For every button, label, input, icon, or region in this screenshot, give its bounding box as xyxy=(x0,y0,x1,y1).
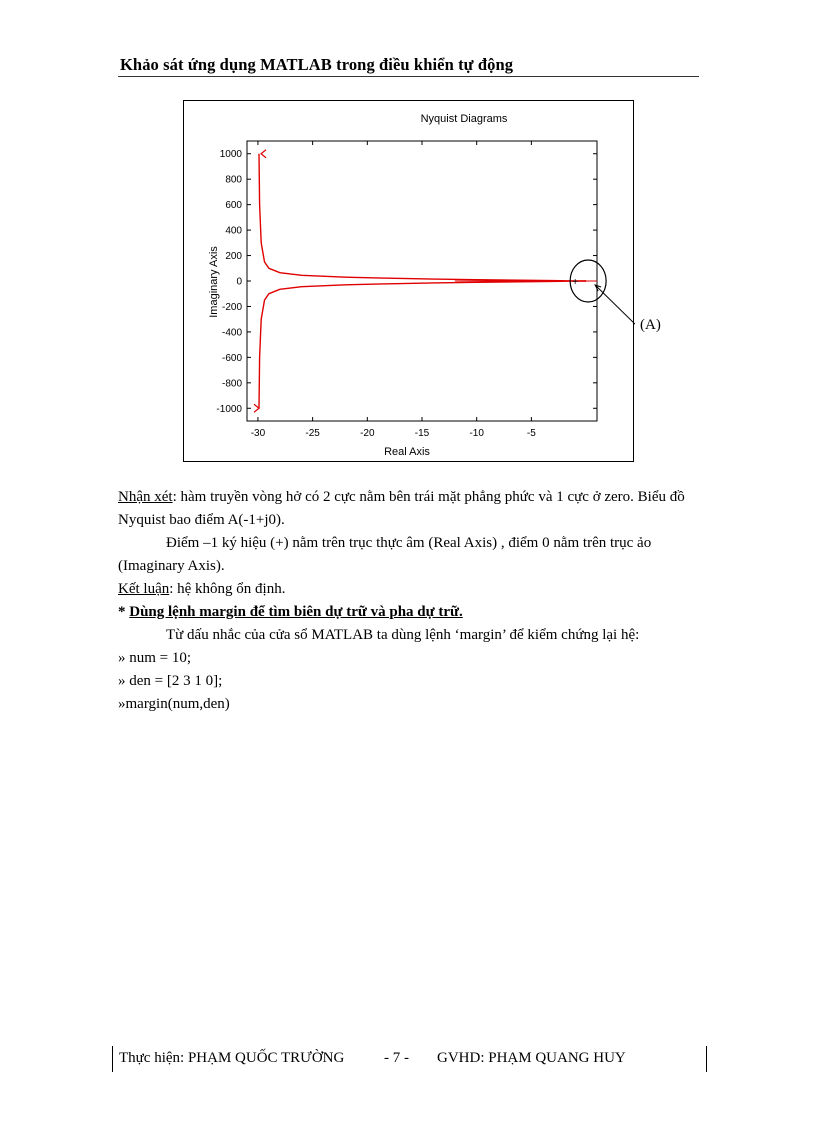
heading-text: Dùng lệnh margin để tìm biên dự trữ và pha dự trữ. xyxy=(129,604,463,620)
y-tick-label: -400 xyxy=(221,327,242,339)
page-header: Khảo sát ứng dụng MATLAB trong điều khiển tự động xyxy=(120,55,514,74)
body-text xyxy=(118,486,698,716)
paragraph-remark xyxy=(118,486,698,532)
y-tick-label: 0 xyxy=(236,276,242,288)
code-line-2: » den = [2 3 1 0]; xyxy=(118,673,223,689)
x-tick-label: -15 xyxy=(414,428,430,439)
remark-text: : hàm truyền vòng hở có 2 cực nằm bên trái mặt phẳng phức và 1 cực ở zero. Biểu đồ Nyquist bao điểm A(-1+j0). xyxy=(118,489,685,528)
y-tick-label: 200 xyxy=(225,251,242,263)
conclusion-label: Kết luận xyxy=(118,581,170,597)
y-tick-label: -800 xyxy=(221,378,242,390)
nyquist-figure xyxy=(183,100,634,462)
y-tick-label: -200 xyxy=(221,301,242,313)
page-footer xyxy=(112,1046,707,1072)
paragraph-instruction: Từ dấu nhắc của cửa sổ MATLAB ta dùng lệnh ‘margin’ để kiểm chứng lại hệ: xyxy=(166,627,640,643)
y-axis-label: Imaginary Axis xyxy=(208,246,220,318)
footer-bar-right xyxy=(706,1046,707,1072)
conclusion-text: : hệ không ổn định. xyxy=(169,581,286,597)
plus-marker: + xyxy=(572,277,579,288)
paragraph-heading xyxy=(118,601,698,624)
paragraph-conclusion xyxy=(118,578,698,601)
callout-leader xyxy=(595,285,635,327)
y-tick-label: 400 xyxy=(225,225,242,237)
x-tick-label: -20 xyxy=(360,428,375,439)
footer-page-number: - 7 - xyxy=(384,1050,409,1066)
paragraph-point: Điểm –1 ký hiệu (+) nằm trên trục thực âm (Real Axis) , điểm 0 nằm trên trục ảo (Imaginary Axis). xyxy=(118,535,652,574)
chart-title: Nyquist Diagrams xyxy=(420,113,508,125)
heading-star: * xyxy=(118,604,130,620)
y-tick-label: -600 xyxy=(221,352,242,364)
x-tick-label: -30 xyxy=(250,428,266,439)
footer-bar-left xyxy=(112,1046,113,1072)
callout-label: (A) xyxy=(640,317,661,333)
y-tick-label: -1000 xyxy=(216,403,242,415)
footer-author: Thực hiện: PHẠM QUỐC TRƯỜNG xyxy=(119,1050,345,1066)
header-rule xyxy=(118,76,699,77)
remark-label: Nhận xét xyxy=(118,489,173,505)
x-tick-label: -10 xyxy=(469,428,484,439)
footer-advisor: GVHD: PHẠM QUANG HUY xyxy=(437,1050,626,1066)
x-axis-label: Real Axis xyxy=(384,446,430,458)
nyquist-chart xyxy=(184,101,635,463)
x-tick-label: -25 xyxy=(305,428,320,439)
code-line-1: » num = 10; xyxy=(118,650,192,666)
y-tick-label: 600 xyxy=(225,200,242,212)
x-tick-label: -5 xyxy=(526,428,536,439)
code-line-3: »margin(num,den) xyxy=(118,696,230,712)
y-tick-label: 1000 xyxy=(219,149,242,161)
y-tick-label: 800 xyxy=(225,174,242,186)
